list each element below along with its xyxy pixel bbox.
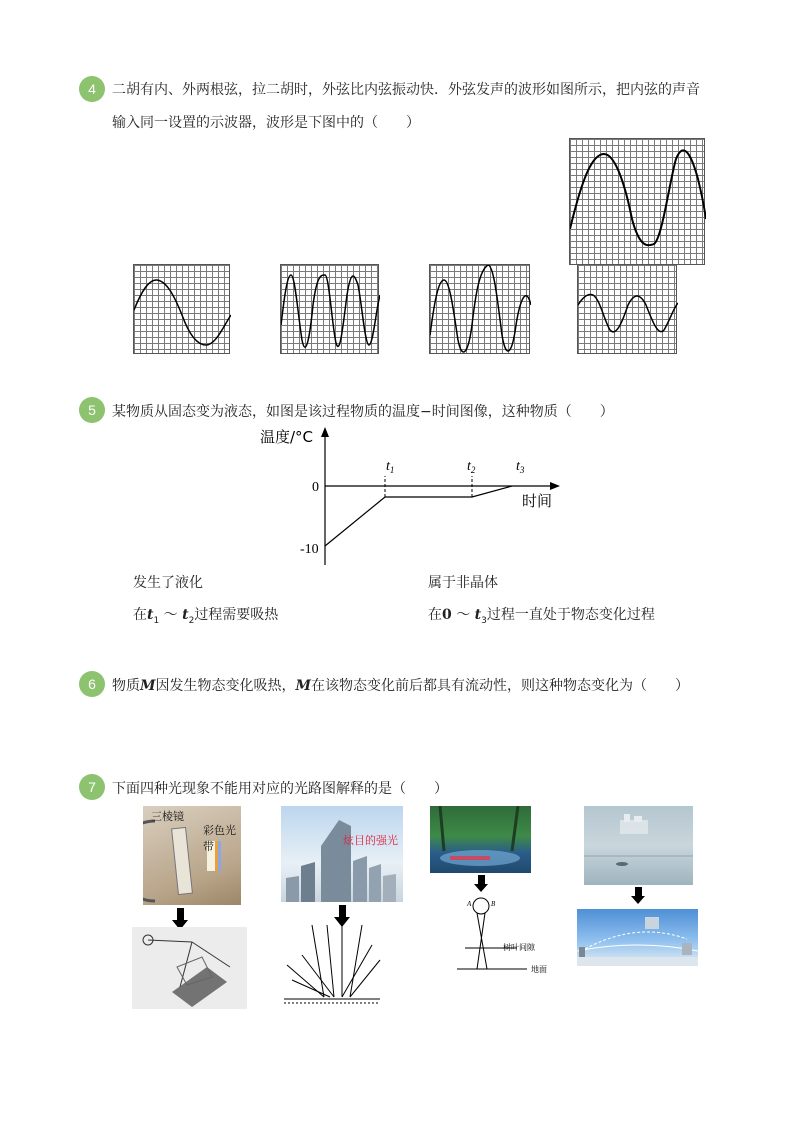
waveform-option-b[interactable] bbox=[280, 264, 379, 354]
temperature-time-graph bbox=[250, 425, 570, 570]
waveform-option-a[interactable] bbox=[133, 264, 230, 354]
option-c-absorbs-heat[interactable]: 在$t_1$ ～ $t_2$过程需要吸热 bbox=[133, 607, 279, 626]
mirage-light-path-diagram bbox=[577, 909, 698, 966]
graph-t2-label: $t_2$ bbox=[467, 459, 476, 475]
question-number-4: 4 bbox=[79, 76, 105, 102]
waveform-option-d[interactable] bbox=[577, 264, 677, 354]
leaf-gap-label: 树叶间隙 bbox=[503, 943, 535, 952]
rainbow-band-label: 彩色光带 bbox=[203, 824, 236, 853]
graph-t3-label: $t_3$ bbox=[516, 459, 525, 475]
option-a-liquefaction[interactable]: 发生了液化 bbox=[133, 575, 203, 591]
diffuse-reflection-diagram bbox=[282, 925, 382, 1007]
option-b-amorphous[interactable]: 属于非晶体 bbox=[428, 575, 498, 591]
forest-light-spots-photo[interactable] bbox=[430, 806, 531, 873]
graph-t1-label: $t_1$ bbox=[386, 459, 395, 475]
sea-mirage-photo[interactable] bbox=[584, 806, 693, 885]
graph-zero-label: 0 bbox=[312, 480, 319, 495]
prism-light-path-diagram bbox=[132, 927, 247, 1009]
point-b-label: B bbox=[491, 900, 496, 908]
waveform-option-c[interactable] bbox=[429, 264, 530, 354]
point-a-label: A bbox=[467, 900, 472, 908]
glass-skyscraper-photo[interactable] bbox=[281, 806, 403, 902]
question-number-7: 7 bbox=[79, 774, 105, 800]
question-4-text-line1: 二胡有内、外两根弦，拉二胡时，外弦比内弦振动快．外弦发声的波形如图所示，把内弦的声音 bbox=[112, 82, 700, 98]
graph-xlabel: 时间 bbox=[522, 492, 553, 510]
graph-ylabel: 温度/°C bbox=[260, 428, 314, 446]
graph-minus10-label: -10 bbox=[300, 542, 319, 557]
prism-label: 三棱镜 bbox=[151, 810, 184, 823]
question-7-text: 下面四种光现象不能用对应的光路图解释的是（ ） bbox=[112, 781, 448, 797]
option-d-phase-change[interactable]: 在0 ～ $t_3$过程一直处于物态变化过程 bbox=[428, 607, 655, 626]
reference-waveform bbox=[569, 138, 705, 265]
pinhole-light-path-diagram bbox=[455, 896, 565, 986]
question-number-6: 6 bbox=[79, 671, 105, 697]
question-5-text: 某物质从固态变为液态，如图是该过程物质的温度−时间图像，这种物质（ ） bbox=[112, 404, 614, 420]
ground-label: 地面 bbox=[531, 965, 547, 974]
question-4-text-line2: 输入同一设置的示波器，波形是下图中的（ ） bbox=[112, 115, 420, 131]
glare-label: 炫目的强光 bbox=[343, 834, 398, 847]
question-number-5: 5 bbox=[79, 397, 105, 423]
prism-photo[interactable] bbox=[143, 806, 241, 905]
question-6-text: 物质M因发生物态变化吸热，M在该物态变化前后都具有流动性，则这种物态变化为（ ） bbox=[112, 678, 689, 694]
